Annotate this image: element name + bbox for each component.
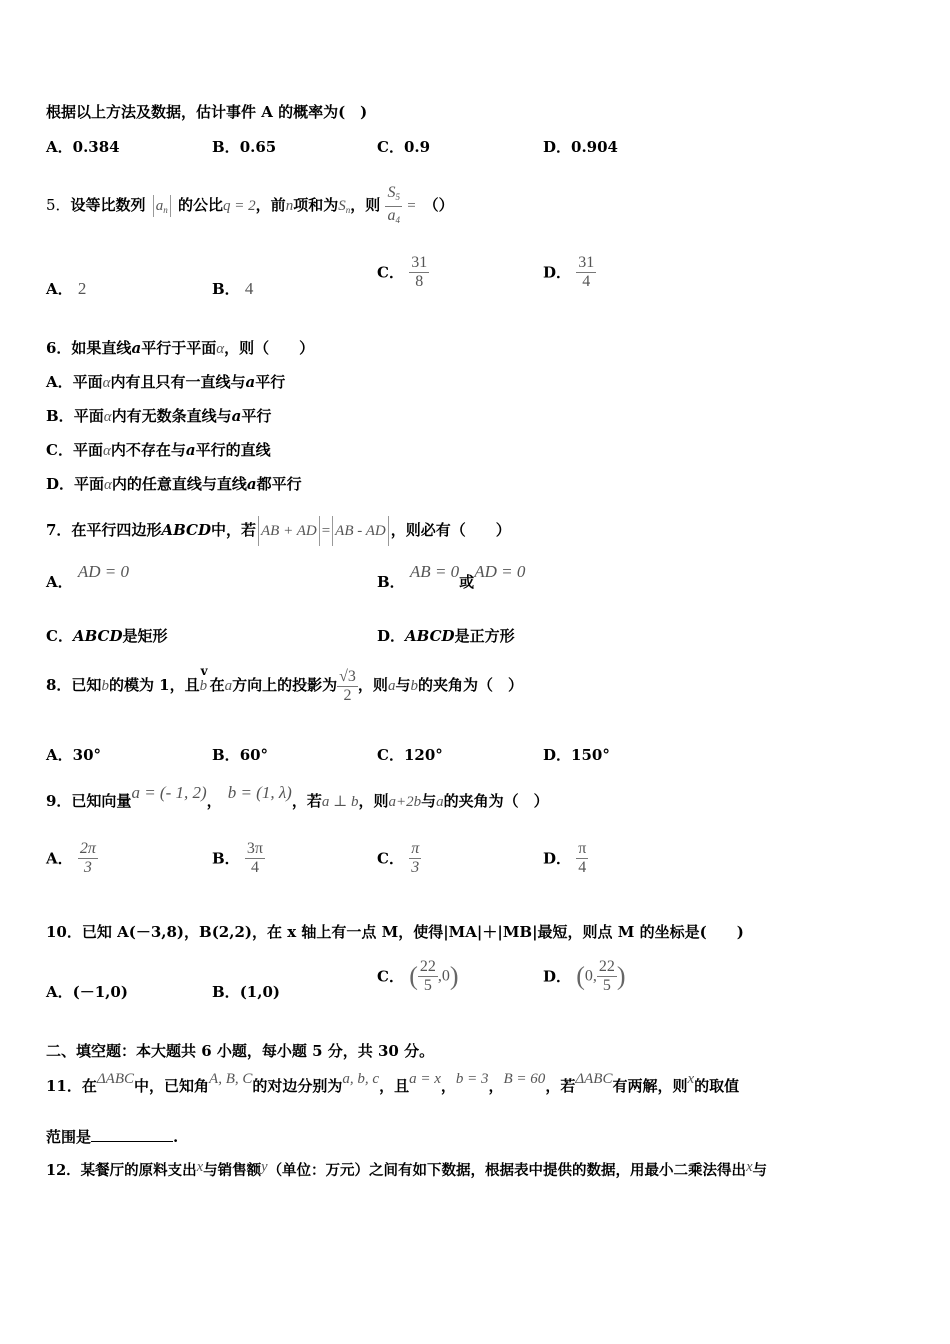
q9-option-b: B． $\frac{3\pi}{4}$ [212, 840, 263, 876]
q6-option-a: A．平面α内有且只有一直线与a平行 [46, 373, 286, 391]
question-10: 10．已知 A(－3,8)，B(2,2)，在 x 轴上有一点 M，使得|MA|＋|MB|最短，则点 M 的坐标是( ) [46, 923, 744, 941]
question-7: 7．在平行四边形ABCD中，若 AB + AD = AB - AD ，则必有（ ） [46, 516, 511, 546]
question-8: 8．已知b的模为 1，且 v b 在a方向上的投影为 $\frac{√3}{2}$ ，则a与b的夹角为（ ） [46, 664, 523, 704]
q9-option-c: C． $\frac{\pi}{3}$ [377, 840, 420, 876]
q7-option-a: A． AD = 0 [46, 562, 130, 591]
question-11-line-2: 范围是 . [46, 1128, 179, 1146]
q4-option-d: D．0.904 [543, 138, 618, 156]
q9-option-a: A． $\frac{2\pi}{3}$ [46, 840, 96, 876]
intro-line: 根据以上方法及数据，估计事件 A 的概率为( ) [46, 103, 368, 121]
q5-option-d: D． $\frac{31}{4}$ [543, 254, 595, 290]
question-6: 6．如果直线a平行于平面α，则（ ） [46, 339, 315, 357]
q8-option-d: D．150° [543, 746, 610, 764]
q10-option-d: D． (0, $\frac{22}{5}$ ) [543, 958, 626, 994]
q9-option-d: D． $\frac{\pi}{4}$ [543, 840, 587, 876]
question-12: 12．某餐厅的原料支出x与销售额y（单位：万元）之间有如下数据，根据表中提供的数据，用最小二乘法得出x与 [46, 1159, 767, 1179]
q8-option-c: C．120° [377, 746, 443, 764]
answer-blank[interactable] [91, 1127, 173, 1142]
question-5: 5．设等比数列 $a_n$ 的公比q = 2，前n项和为$S_n$，则 $\frac{S_5}{a_4}$ = （） [46, 180, 454, 235]
q5-option-c: C． $\frac{31}{8}$ [377, 254, 428, 290]
q8-option-a: A．30° [46, 746, 102, 764]
question-11: 11．在ΔABC中，已知角A, B, C的对边分别为a, b, c，且a = x，b = 3，B = 60，若ΔABC有两解，则x的取值 [46, 1071, 740, 1095]
q5-option-b: B． 4 [212, 279, 254, 298]
section-2-heading: 二、填空题：本大题共 6 小题，每小题 5 分，共 30 分。 [46, 1042, 435, 1060]
q10-option-a: A．(－1,0) [46, 983, 128, 1001]
q10-option-c: C． ( $\frac{22}{5}$ ,0) [377, 958, 459, 994]
q5-option-a: A． 2 [46, 279, 87, 298]
question-9: 9．已知向量a = (- 1, 2)， b = (1, λ)，若a ⊥ b，则a+2b与a的夹角为（ ） [46, 783, 549, 810]
q10-option-b: B．(1,0) [212, 983, 280, 1001]
q6-option-d: D．平面α内的任意直线与直线a都平行 [46, 475, 302, 493]
q4-option-b: B．0.65 [212, 138, 277, 156]
q7-option-d: D．ABCD是正方形 [377, 627, 515, 645]
q4-option-a: A．0.384 [46, 138, 120, 156]
q8-option-b: B．60° [212, 746, 269, 764]
q7-option-b: B． AB = 0或AD = 0 [377, 562, 526, 591]
q6-option-b: B．平面α内有无数条直线与a平行 [46, 407, 272, 425]
q7-option-c: C．ABCD是矩形 [46, 627, 168, 645]
q4-option-c: C．0.9 [377, 138, 431, 156]
q5-fraction: $\frac{S_5}{a_4}$ [387, 183, 400, 225]
q6-option-c: C．平面α内不存在与a平行的直线 [46, 441, 271, 459]
